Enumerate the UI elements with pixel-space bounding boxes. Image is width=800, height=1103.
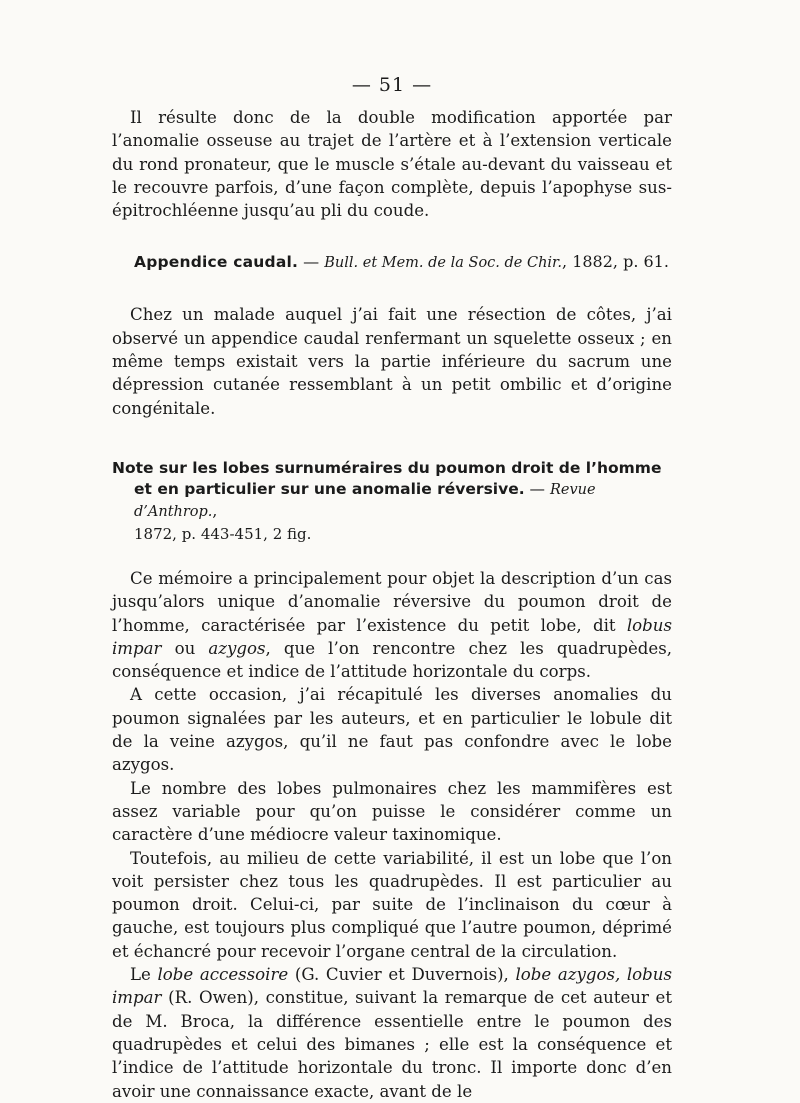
paragraph-memoire: Ce mémoire a principalement pour objet la description d’un cas jusqu’alors unique d’anomalie réversive du poumon droit de l’homme, caractérisée par l’existence du petit lobe, dit lobus impar ou azygos, que l’on rencontre chez les quadrupèdes, conséquence et indice de l’attitude horizontale du corps. [112,568,672,682]
entry-source: Revue d’Anthrop. [134,481,596,520]
section-lobes [112,567,672,1103]
paragraph-lobe-accessoire: Le lobe accessoire (G. Cuvier et Duvernois), lobe azygos, lobus impar (R. Owen), constitue, suivant la remarque de cet auteur et de M. Broca, la différence essentielle entre le poumon des quadrupèdes et celui des bimanes ; elle est la conséquence et l’indice de l’attitude horizontale du tronc. Il importe donc d’en avoir une connaissance exacte, avant de le [112,965,672,1101]
entry-details: , 1882, p. 61. [562,252,669,272]
paragraph-appendice-caudal: Chez un malade auquel j’ai fait une résection de côtes, j’ai observé un appendice caudal renfermant un squelette osseux ; en même temps existait vers la partie inférieure du sacrum une dépression cutanée ressemblant à un petit ombilic et d’origine congénitale. [112,305,672,418]
entry-dash: — [298,252,325,272]
entry-details: 1872, p. 443-451, 2 fig. [134,524,312,543]
entry-title-line-2-text: et en particulier sur une anomalie réversive. [134,479,525,498]
paragraph-variabilite: Toutefois, au milieu de cette variabilité, il est un lobe que l’on voit persister chez tous les quadrupèdes. Il est particulier au poumon droit. Celui-ci, par suite de l’inclinaison du cœur à gauche, est toujours plus compliqué que l’autre poumon, déprimé et échancré pour recevoir l’organe central de la circulation. [112,848,672,961]
entry-title: Appendice caudal. [134,253,299,272]
entry-title-line-2: et en particulier sur une anomalie réversive. — Revue d’Anthrop., [134,479,596,520]
entry-lobes-heading [112,458,672,545]
entry-source: Bull. et Mem. de la Soc. de Chir. [324,255,563,272]
entry-dash: — [524,479,550,498]
paragraph-anomalie-osseuse: Il résulte donc de la double modification apportée par l’anomalie osseuse au trajet de l’artère et à l’extension verticale du rond pronateur, que le muscle s’étale au-devant du vaisseau et le recouvre parfois, d’une façon complète, depuis l’apophyse sus-épitrochléenne jusqu’au pli du coude. [112,108,672,221]
paragraph-occasion: A cette occasion, j’ai récapitulé les diverses anomalies du poumon signalées par les auteurs, et en particulier le lobule dit de la veine azygos, qu’il ne faut pas confondre avec le lobe azygos. [112,685,672,775]
document-page [112,72,672,1103]
paragraph-nombre-lobes: Le nombre des lobes pulmonaires chez les mammifères est assez variable pour qu’on puisse le considérer comme un caractère d’une médiocre valeur taxinomique. [112,778,672,845]
entry-title-line-1: Note sur les lobes surnuméraires du poumon droit de l’homme [112,458,662,477]
page-number: — 51 — [351,74,433,96]
entry-appendice-caudal-heading [112,250,672,275]
